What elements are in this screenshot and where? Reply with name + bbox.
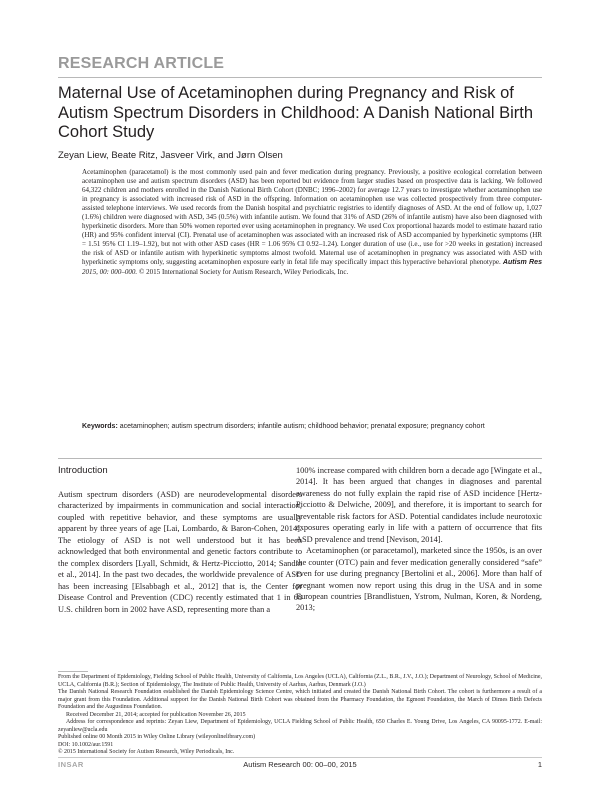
- intro-paragraph-1-continued: 100% increase compared with children born a decade ago [Wingate et al., 2014]. It has been argued that changes in diagnoses and parental awareness do not fully explain the rapid rise of ASD incidence [Hertz-Picciotto & Delwiche, 2009], and therefore, it is important to search for preventable risk factors for ASD. Potential candidates include neurotoxic exposures operating early in life with a pattern of occurrence that fits ASD prevalence and trend [Nevison, 2014].: [296, 466, 542, 544]
- citation-detail: 2015, 00: 000–000.: [82, 267, 138, 276]
- footnote-funding: The Danish National Research Foundation established the Danish Epidemiology Science Centre, which initiated and created the Danish National Birth Cohort. The cohort is furthermore a result of a major grant from this Foundation. Additional support for the Danish National Birth Cohort was obtained from the Pharmacy Foundation, the Egmont Foundation, the March of Dimes Birth Defects Foundation and the Augustinus Foundation.: [58, 689, 542, 711]
- footer-logo-text: INSAR: [58, 760, 84, 769]
- footnote-published: Published online 00 Month 2015 in Wiley Online Library (wileyonlinelibrary.com): [58, 734, 256, 741]
- section-label: RESEARCH ARTICLE: [58, 55, 225, 72]
- citation-journal: Autism Res: [502, 259, 542, 267]
- footnote-affiliations: From the Department of Epidemiology, Fielding School of Public Health, University of California, Los Angeles (UCLA), California (Z.L., B.R., J.V., J.O.); Department of Neurology, School of Medicine, UCLA, California (B.R.); Section of Epidemiology, The Institute of Public Health, University of Aarhus, Aarhus, Denmark (J.O.): [58, 674, 542, 688]
- footnote-correspondence: Address for correspondence and reprints: Zeyan Liew, Department of Epidemiology, UCLA Fielding School of Public Health, 650 Charles E. Young Drive, Los Angeles, CA 90095-1772. E-mail: zeyanliew@ucla.edu: [58, 719, 542, 733]
- citation-copyright: © 2015 International Society for Autism Research, Wiley Periodicals, Inc.: [138, 267, 349, 276]
- left-column: [58, 489, 302, 615]
- abstract-divider: [58, 458, 542, 459]
- right-column: [296, 465, 542, 614]
- page-number: 1: [537, 760, 542, 769]
- intro-paragraph-2: Acetaminophen (or paracetamol), marketed since the 1950s, is an over the counter (OTC) pain and fever medication generally considered “safe” even for use during pregnancy [Bertolini et al., 2006]. More than half of pregnant women now report using this drug in the USA and in some European countries [Brandlistuen, Ystrom, Nulman, Koren, & Nordeng, 2013;: [296, 546, 542, 613]
- footer-journal: Autism Research 00: 00–00, 2015: [243, 760, 357, 769]
- keywords-text: acetaminophen; autism spectrum disorders; infantile autism; childhood behavior; prenatal exposure; pregnancy cohort: [119, 423, 485, 430]
- footnote-copyright: © 2015 International Society for Autism Research, Wiley Periodicals, Inc.: [58, 749, 235, 756]
- footnote-divider: [58, 671, 88, 672]
- abstract: [82, 168, 542, 277]
- footnote-received: Received December 21, 2014; accepted for publication November 26, 2015: [66, 711, 246, 718]
- introduction-heading: Introduction: [58, 465, 108, 476]
- abstract-text: Acetaminophen (paracetamol) is the most commonly used pain and fever medication during pregnancy. Previously, a positive ecological correlation between acetaminophen use and autism spectrum disorders (ASD) has been reported but evidence from larger studies based on prospective data is lacking. We followed 64,322 children and mothers enrolled in the Danish National Birth Cohort (DNBC; 1996–2002) for average 12.7 years to investigate whether acetaminophen use in pregnancy is associated with increased risk of ASD in the offspring. Information on acetaminophen use was collected prospectively from three computer-assisted telephone interviews. We used records from the Danish hospital and psychiatric registries to identify diagnoses of ASD. At the end of follow up, 1,027 (1.6%) children were diagnosed with ASD, 345 (0.5%) with infantile autism. We found that 31% of ASD (26% of infantile autism) have also been diagnosed with hyperkinetic disorders. More than 50% women reported ever using acetaminophen in pregnancy. We used Cox proportional hazards model to estimate hazard ratio (HR) and 95% confident interval (CI). Prenatal use of acetaminophen was associated with an increased risk of ASD accompanied by hyperkinetic symptoms (HR = 1.51 95% CI 1.19–1.92), but not with other ASD cases (HR = 1.06 95% CI 0.92–1.24). Longer duration of use (i.e., use for >20 weeks in gestation) increased the risk of ASD or infantile autism with hyperkinetic symptoms almost twofold. Maternal use of acetaminophen in pregnancy was associated with ASD with hyperkinetic symptoms only, suggesting acetaminophen exposure early in fetal life may specifically impact this hyperactive behavioral phenotype.: [82, 168, 542, 267]
- keywords-label: Keywords:: [82, 423, 118, 430]
- intro-paragraph-1: Autism spectrum disorders (ASD) are neurodevelopmental disorders characterized by impairments in communication and social interaction, coupled with repetitive behavior, and these symptoms are usually apparent by three years of age [Lai, Lombardo, & Baron-Cohen, 2014]. The etiology of ASD is not well understood but it has been acknowledged that both environmental and genetic factors contribute to the complex disorders [Lyall, Schmidt, & Hertz-Picciotto, 2014; Sandin et al., 2014]. In the past two decades, the worldwide prevalence of ASD has been increasing [Elsabbagh et al., 2012] that is, the Center for Disease Control and Prevention (CDC) recently estimated that 1 in 68 U.S. children born in 2002 have ASD, representing more than a: [58, 490, 302, 614]
- footnote-doi: DOI: 10.1002/aur.1591: [58, 741, 114, 748]
- header-divider: [58, 77, 542, 78]
- author-list: Zeyan Liew, Beate Ritz, Jasveer Virk, and Jørn Olsen: [58, 150, 283, 161]
- footnotes: [58, 674, 542, 757]
- article-title: Maternal Use of Acetaminophen during Pregnancy and Risk of Autism Spectrum Disorders in Childhood: A Danish National Birth Cohort Study: [58, 84, 534, 141]
- footer-divider: [58, 757, 542, 758]
- keywords: [82, 422, 542, 432]
